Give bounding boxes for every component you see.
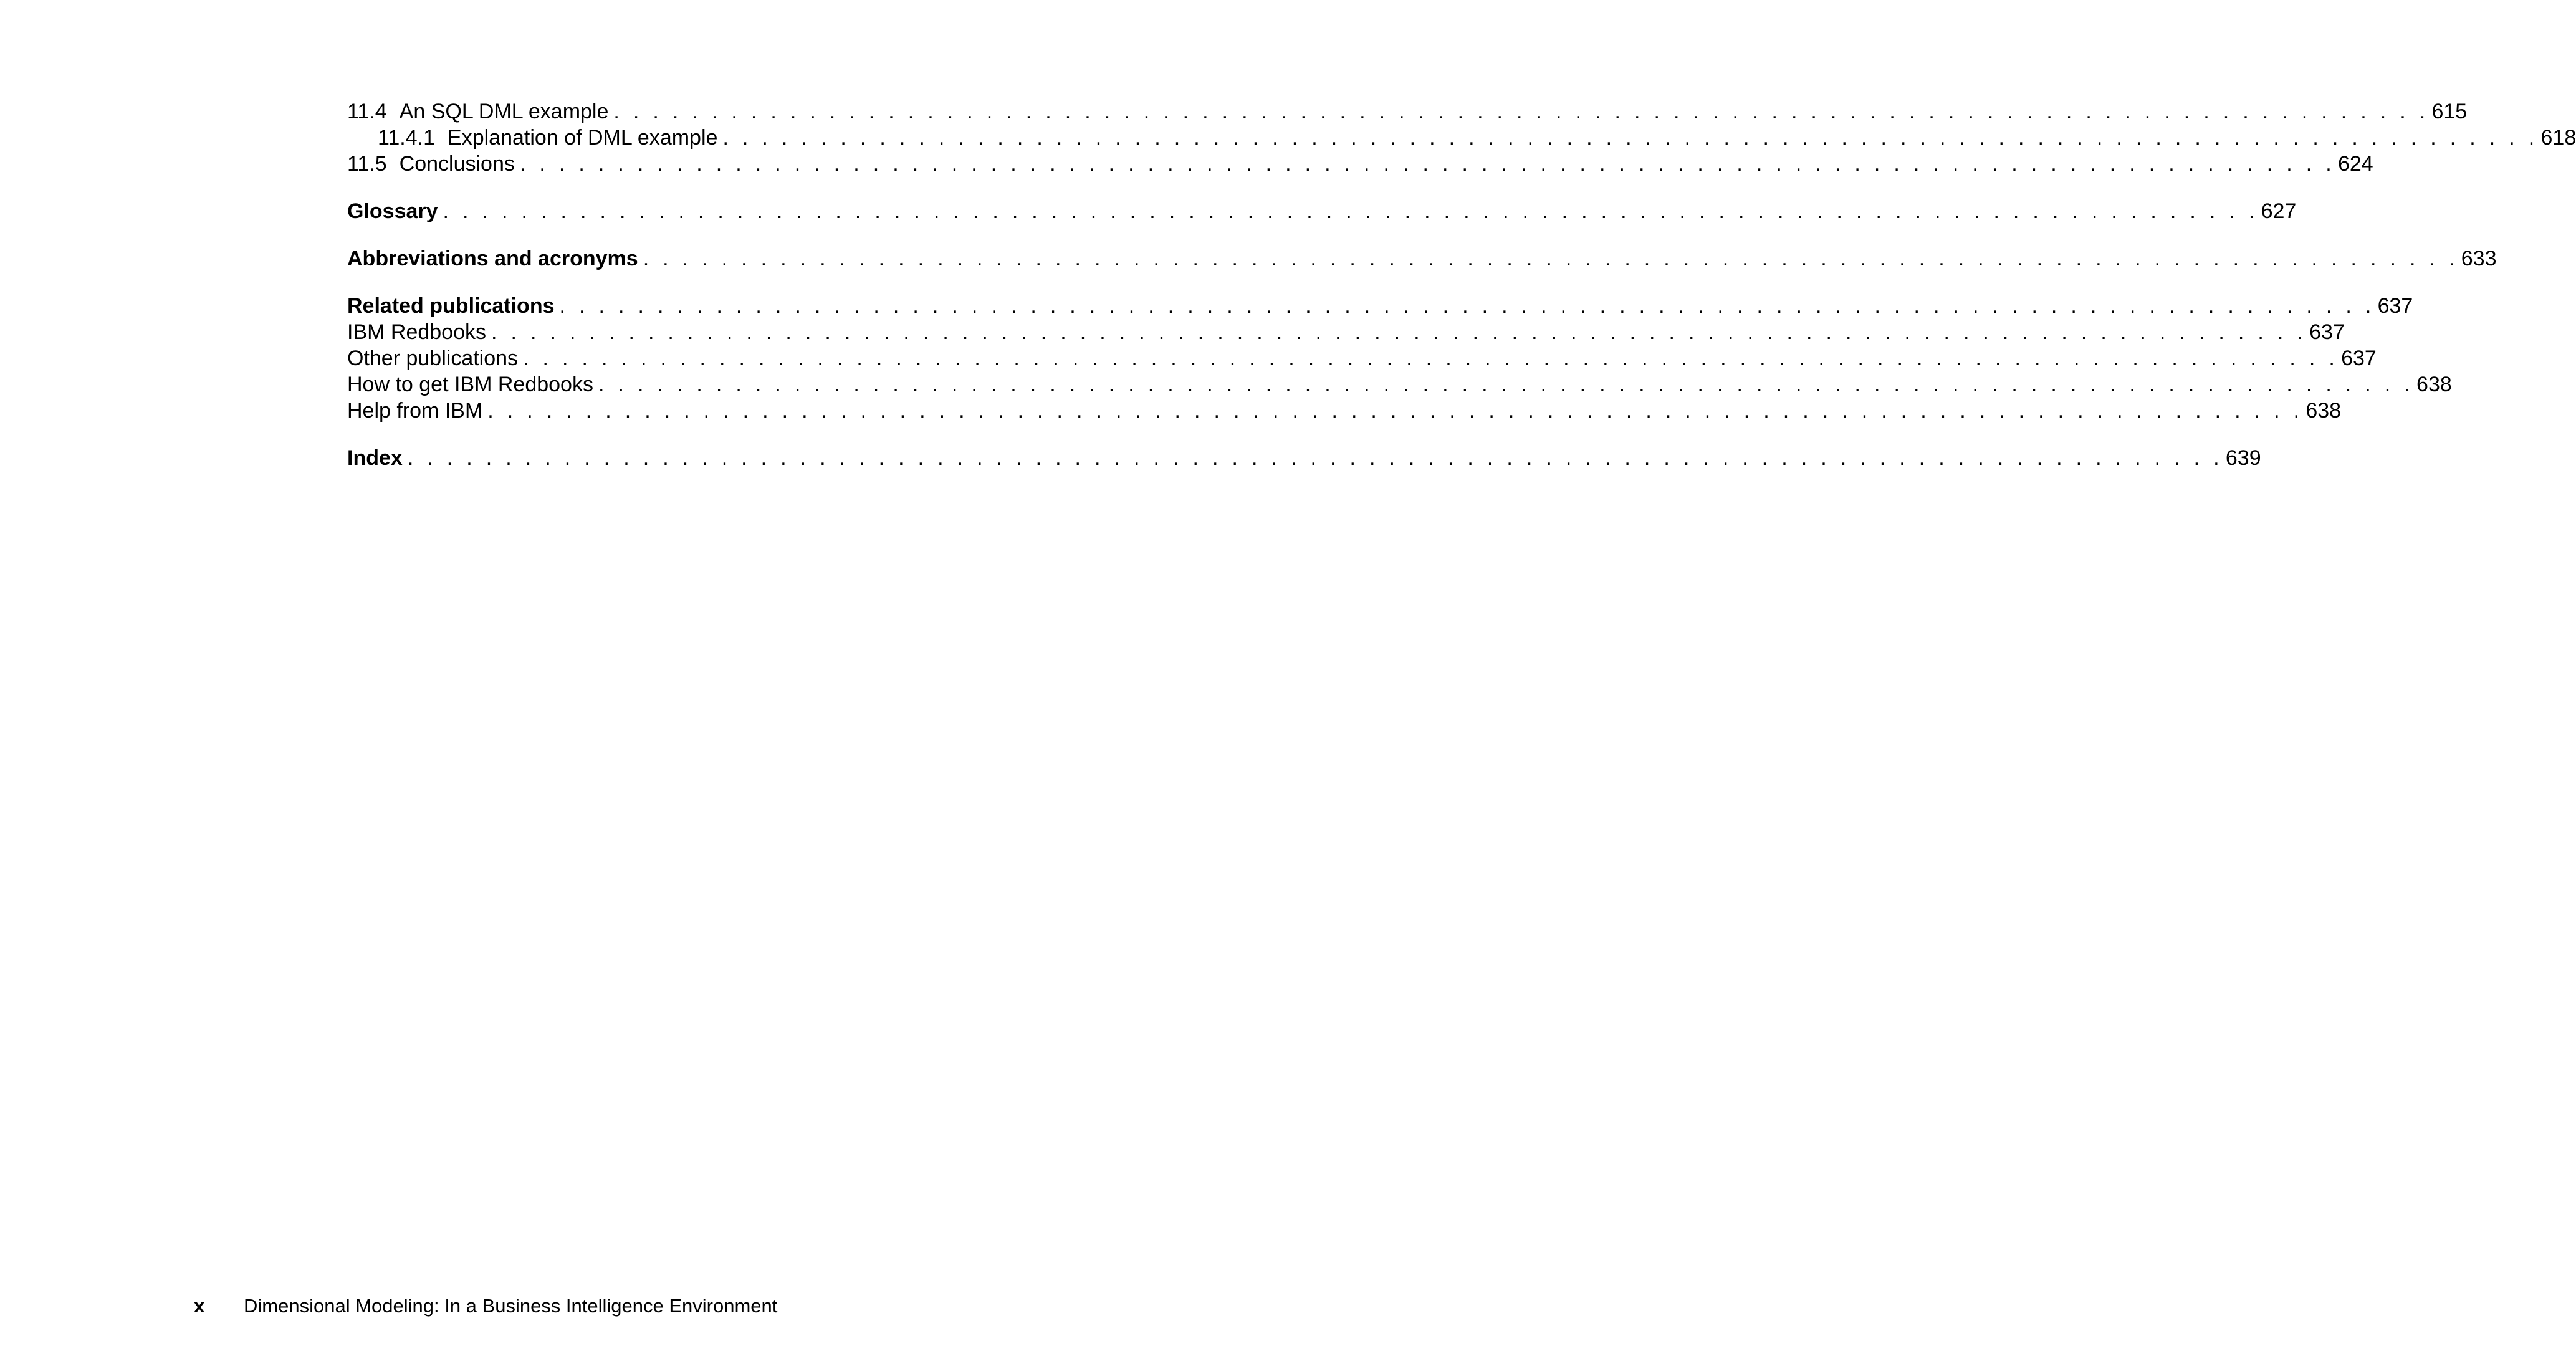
toc-entry-abbreviations[interactable]	[347, 246, 2497, 272]
toc-entry-page: 637	[2341, 346, 2377, 370]
dot-leader: . . . . . . . . . . . . . . . . . . . . . . . . . . . . . . . . . . . . . . . . . . . . . . . . . . . . . . . . . . . . . . . . . . . . . . . . . . . . . . . . . . . . . . . . . . . . .	[519, 152, 2335, 176]
toc-entry-glossary[interactable]	[347, 198, 2297, 224]
toc-entry-index[interactable]	[347, 445, 2261, 471]
toc-entry-title: Related publications	[347, 294, 555, 318]
toc-entry-how-to-get-redbooks[interactable]	[347, 371, 2452, 398]
toc-entry-title: Other publications	[347, 346, 519, 370]
toc-entry-title: IBM Redbooks	[347, 320, 486, 344]
section-gap	[347, 224, 1092, 246]
toc-entry-page: 637	[2309, 320, 2345, 344]
dot-leader: . . . . . . . . . . . . . . . . . . . . . . . . . . . . . . . . . . . . . . . . . . . . . . . . . . . . . . . . . . . . . . . . . . . . . . . . . . . . . . . . . . . . . . . . . . . . .	[598, 373, 2415, 396]
section-gap	[347, 272, 1092, 293]
toc-entry-11-5[interactable]	[347, 151, 2373, 177]
toc-entry-number: 11.4.1	[378, 126, 436, 150]
dot-leader: . . . . . . . . . . . . . . . . . . . . . . . . . . . . . . . . . . . . . . . . . . . . . . . . . . . . . . . . . . . . . . . . . . . . . . . . . . . . . . . . . . . . . . . . . . . . .	[613, 100, 2430, 123]
dot-leader: . . . . . . . . . . . . . . . . . . . . . . . . . . . . . . . . . . . . . . . . . . . . . . . . . . . . . . . . . . . . . . . . . . . . . . . . . . . . . . . . . . . . . . . . . . . . .	[523, 346, 2339, 370]
toc-entry-page: 637	[2377, 294, 2413, 318]
toc-entry-11-4[interactable]	[347, 98, 2468, 125]
section-gap	[347, 177, 1092, 198]
toc-entry-page: 624	[2337, 152, 2373, 176]
dot-leader: . . . . . . . . . . . . . . . . . . . . . . . . . . . . . . . . . . . . . . . . . . . . . . . . . . . . . . . . . . . . . . . . . . . . . . . . . . . . . . . . . . . . . . . . . . . . .	[407, 446, 2223, 470]
page-footer	[194, 1294, 777, 1319]
dot-leader: . . . . . . . . . . . . . . . . . . . . . . . . . . . . . . . . . . . . . . . . . . . . . . . . . . . . . . . . . . . . . . . . . . . . . . . . . . . . . . . . . . . . . . . . . . . . .	[487, 399, 2304, 422]
table-of-contents	[347, 98, 2576, 471]
toc-entry-page: 615	[2431, 100, 2468, 123]
toc-entry-title: Abbreviations and acronyms	[347, 247, 638, 270]
toc-entry-title: Help from IBM	[347, 399, 483, 422]
toc-entry-11-4-1[interactable]	[347, 125, 2576, 151]
toc-entry-page: 627	[2261, 199, 2297, 223]
toc-entry-help-from-ibm[interactable]	[347, 398, 2342, 424]
toc-entry-ibm-redbooks[interactable]	[347, 319, 2345, 345]
dot-leader: . . . . . . . . . . . . . . . . . . . . . . . . . . . . . . . . . . . . . . . . . . . . . . . . . . . . . . . . . . . . . . . . . . . . . . . . . . . . . . . . . . . . . . . . . . . . .	[443, 199, 2259, 223]
toc-entry-title: Conclusions	[399, 152, 515, 176]
toc-entry-number: 11.4	[347, 100, 387, 123]
toc-entry-title: Glossary	[347, 199, 438, 223]
footer-book-title: Dimensional Modeling: In a Business Intelligence Environment	[244, 1295, 778, 1317]
toc-entry-page: 618	[2540, 126, 2576, 150]
toc-entry-page: 633	[2461, 247, 2497, 270]
toc-entry-title: How to get IBM Redbooks	[347, 373, 593, 396]
toc-entry-title: An SQL DML example	[399, 100, 609, 123]
toc-entry-page: 639	[2225, 446, 2261, 470]
dot-leader: . . . . . . . . . . . . . . . . . . . . . . . . . . . . . . . . . . . . . . . . . . . . . . . . . . . . . . . . . . . . . . . . . . . . . . . . . . . . . . . . . . . . . . . . . . . . .	[643, 247, 2459, 270]
dot-leader: . . . . . . . . . . . . . . . . . . . . . . . . . . . . . . . . . . . . . . . . . . . . . . . . . . . . . . . . . . . . . . . . . . . . . . . . . . . . . . . . . . . . . . . . . . . . .	[491, 320, 2307, 344]
toc-entry-page: 638	[2305, 399, 2342, 422]
dot-leader: . . . . . . . . . . . . . . . . . . . . . . . . . . . . . . . . . . . . . . . . . . . . . . . . . . . . . . . . . . . . . . . . . . . . . . . . . . . . . . . . . . . . . . . . . . . . .	[722, 126, 2539, 150]
toc-entry-page: 638	[2416, 373, 2452, 396]
toc-entry-title: Explanation of DML example	[448, 126, 718, 150]
toc-entry-title: Index	[347, 446, 403, 470]
section-gap	[347, 424, 1092, 445]
footer-page-number: x	[194, 1295, 205, 1317]
toc-entry-number: 11.5	[347, 152, 387, 176]
toc-entry-other-publications[interactable]	[347, 345, 2377, 371]
toc-entry-related-publications[interactable]	[347, 293, 2413, 319]
dot-leader: . . . . . . . . . . . . . . . . . . . . . . . . . . . . . . . . . . . . . . . . . . . . . . . . . . . . . . . . . . . . . . . . . . . . . . . . . . . . . . . . . . . . . . . . . . . . .	[559, 294, 2375, 318]
